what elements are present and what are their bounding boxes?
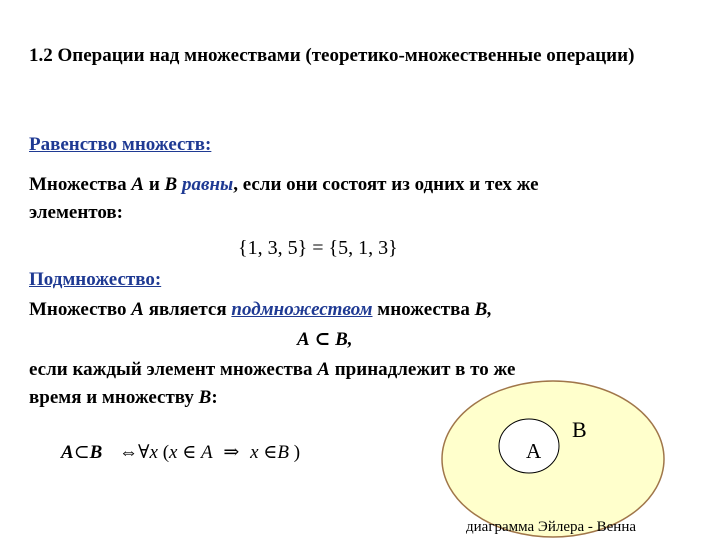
set-a-symbol: A [297, 329, 310, 350]
set-b-label: B [572, 417, 587, 442]
open-paren: ( [162, 442, 170, 463]
equality-example: {1, 3, 5} = {5, 1, 3} [238, 237, 398, 259]
equality-line-2: элементов: [29, 202, 123, 223]
equality-heading: Равенство множеств: [29, 134, 212, 155]
subset-heading: Подмножество: [29, 269, 162, 290]
text-fragment: если каждый элемент множества [29, 359, 318, 380]
set-b-symbol: B, [335, 329, 353, 350]
element-of-symbol: ∈ [263, 442, 278, 463]
set-b-symbol: B [164, 174, 178, 195]
subset-term: подмножеством [231, 299, 373, 320]
forall-symbol: ∀ [138, 442, 150, 463]
close-paren: ) [293, 442, 301, 463]
set-b-symbol: B [277, 442, 289, 463]
set-a-symbol: A [317, 359, 330, 380]
text-fragment: Множества [29, 174, 132, 195]
set-a-symbol: A [131, 299, 144, 320]
page-title: 1.2 Операции над множествами (теоретико-множественные операции) [29, 45, 635, 66]
set-b-symbol: B [198, 387, 212, 408]
iff-symbol: ⇔ [119, 442, 139, 463]
set-a-symbol: A [61, 442, 74, 463]
variable-x: x [149, 442, 158, 463]
text-fragment: Множество [29, 299, 132, 320]
implies-symbol: ⇒ [223, 442, 240, 463]
text-fragment: : [211, 387, 218, 408]
variable-x: x [250, 442, 259, 463]
element-of-symbol: ∈ [182, 442, 197, 463]
set-b-symbol: B [89, 442, 103, 463]
diagram-caption: диаграмма Эйлера - Венна [466, 519, 637, 535]
set-a-symbol: A [201, 442, 213, 463]
text-fragment: является [143, 299, 232, 320]
text-fragment: , если они состоят из одних и тех же [233, 174, 539, 195]
equal-term: равны [177, 174, 234, 195]
text-fragment: время и множеству [29, 387, 199, 408]
subset-symbol: ⊂ [73, 442, 90, 463]
variable-x: x [169, 442, 178, 463]
text-fragment: принадлежит в то же [329, 359, 516, 380]
set-a-label: A [526, 439, 542, 463]
text-fragment: и [144, 174, 165, 195]
text-fragment: множества [372, 299, 475, 320]
subset-symbol: ⊂ [314, 329, 331, 350]
set-b-symbol: B, [474, 299, 493, 320]
set-a-symbol: A [131, 174, 145, 195]
